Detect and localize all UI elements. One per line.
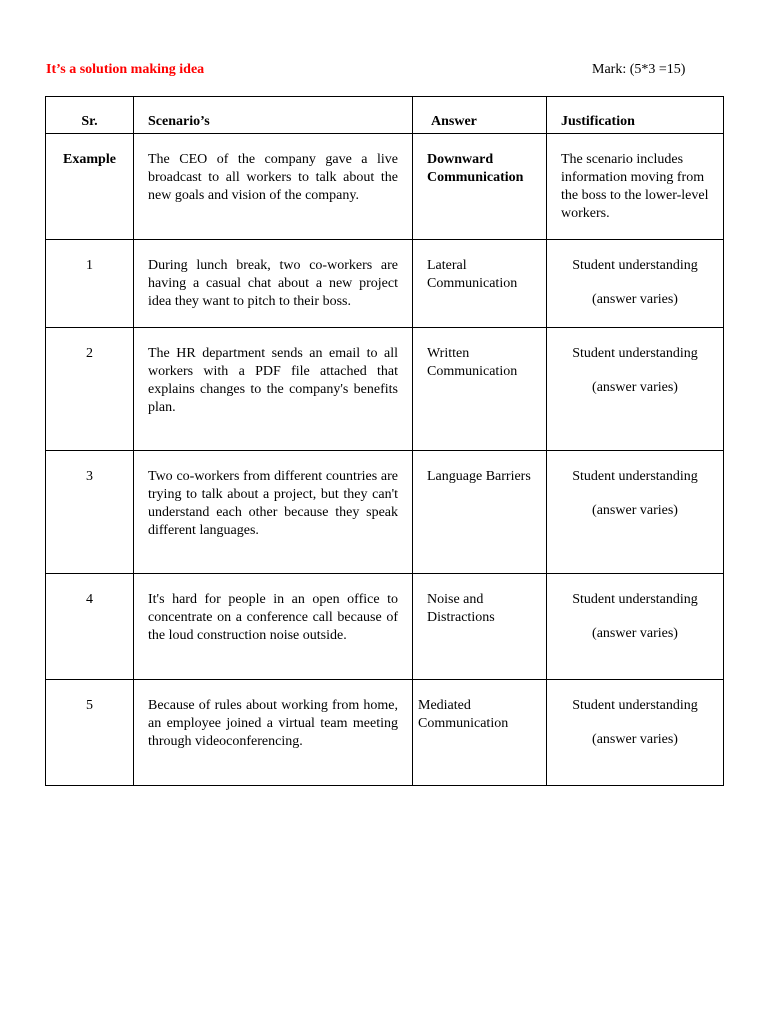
table-row (46, 328, 724, 451)
row-scenario: It's hard for people in an open office to concentrate on a conference call because of the loud construction noise outside. (134, 574, 413, 680)
row-justification: The scenario includes information moving from the boss to the lower-level workers. (547, 134, 724, 240)
table-row-example (46, 134, 724, 240)
justification-line: Student understanding (572, 346, 698, 361)
justification-line: Student understanding (572, 592, 698, 607)
row-scenario: During lunch break, two co-workers are having a casual chat about a new project idea they want to pitch to their boss. (134, 240, 413, 328)
row-justification (547, 680, 724, 786)
row-sr: Example (46, 134, 134, 240)
table-row (46, 240, 724, 328)
justification-note: (answer varies) (592, 292, 678, 307)
row-justification (547, 574, 724, 680)
column-header-scenario: Scenario’s (134, 97, 413, 134)
row-scenario: The HR department sends an email to all workers with a PDF file attached that explains changes to the company's benefits plan. (134, 328, 413, 451)
justification-note: (answer varies) (592, 626, 678, 641)
justification-line: Student understanding (572, 698, 698, 713)
row-justification (547, 240, 724, 328)
row-scenario: Because of rules about working from home, an employee joined a virtual team meeting through videoconferencing. (134, 680, 413, 786)
row-justification (547, 328, 724, 451)
justification-note: (answer varies) (592, 503, 678, 518)
row-scenario: Two co-workers from different countries are trying to talk about a project, but they can't understand each other because they speak different languages. (134, 451, 413, 574)
justification-line: Student understanding (572, 469, 698, 484)
column-header-sr: Sr. (46, 97, 134, 134)
mark-allocation: Mark: (5*3 =15) (592, 62, 686, 77)
row-answer: Written Communication (413, 328, 547, 451)
column-header-answer: Answer (413, 97, 547, 134)
table-header-row (46, 97, 724, 134)
row-answer: Downward Communication (413, 134, 547, 240)
column-header-justification: Justification (547, 97, 724, 134)
row-sr: 2 (46, 328, 134, 451)
row-sr: 1 (46, 240, 134, 328)
justification-line: Student understanding (572, 258, 698, 273)
table-row (46, 451, 724, 574)
justification-note: (answer varies) (592, 380, 678, 395)
row-answer: Noise and Distractions (413, 574, 547, 680)
document-title: It’s a solution making idea (46, 62, 205, 77)
row-answer: Lateral Communication (413, 240, 547, 328)
justification-note: (answer varies) (592, 732, 678, 747)
row-sr: 5 (46, 680, 134, 786)
row-justification (547, 451, 724, 574)
scenario-table (45, 96, 724, 786)
row-sr: 3 (46, 451, 134, 574)
table-row (46, 680, 724, 786)
row-scenario: The CEO of the company gave a live broadcast to all workers to talk about the new goals and vision of the company. (134, 134, 413, 240)
row-answer: Mediated Communication (413, 680, 547, 786)
table-row (46, 574, 724, 680)
row-sr: 4 (46, 574, 134, 680)
row-answer: Language Barriers (413, 451, 547, 574)
